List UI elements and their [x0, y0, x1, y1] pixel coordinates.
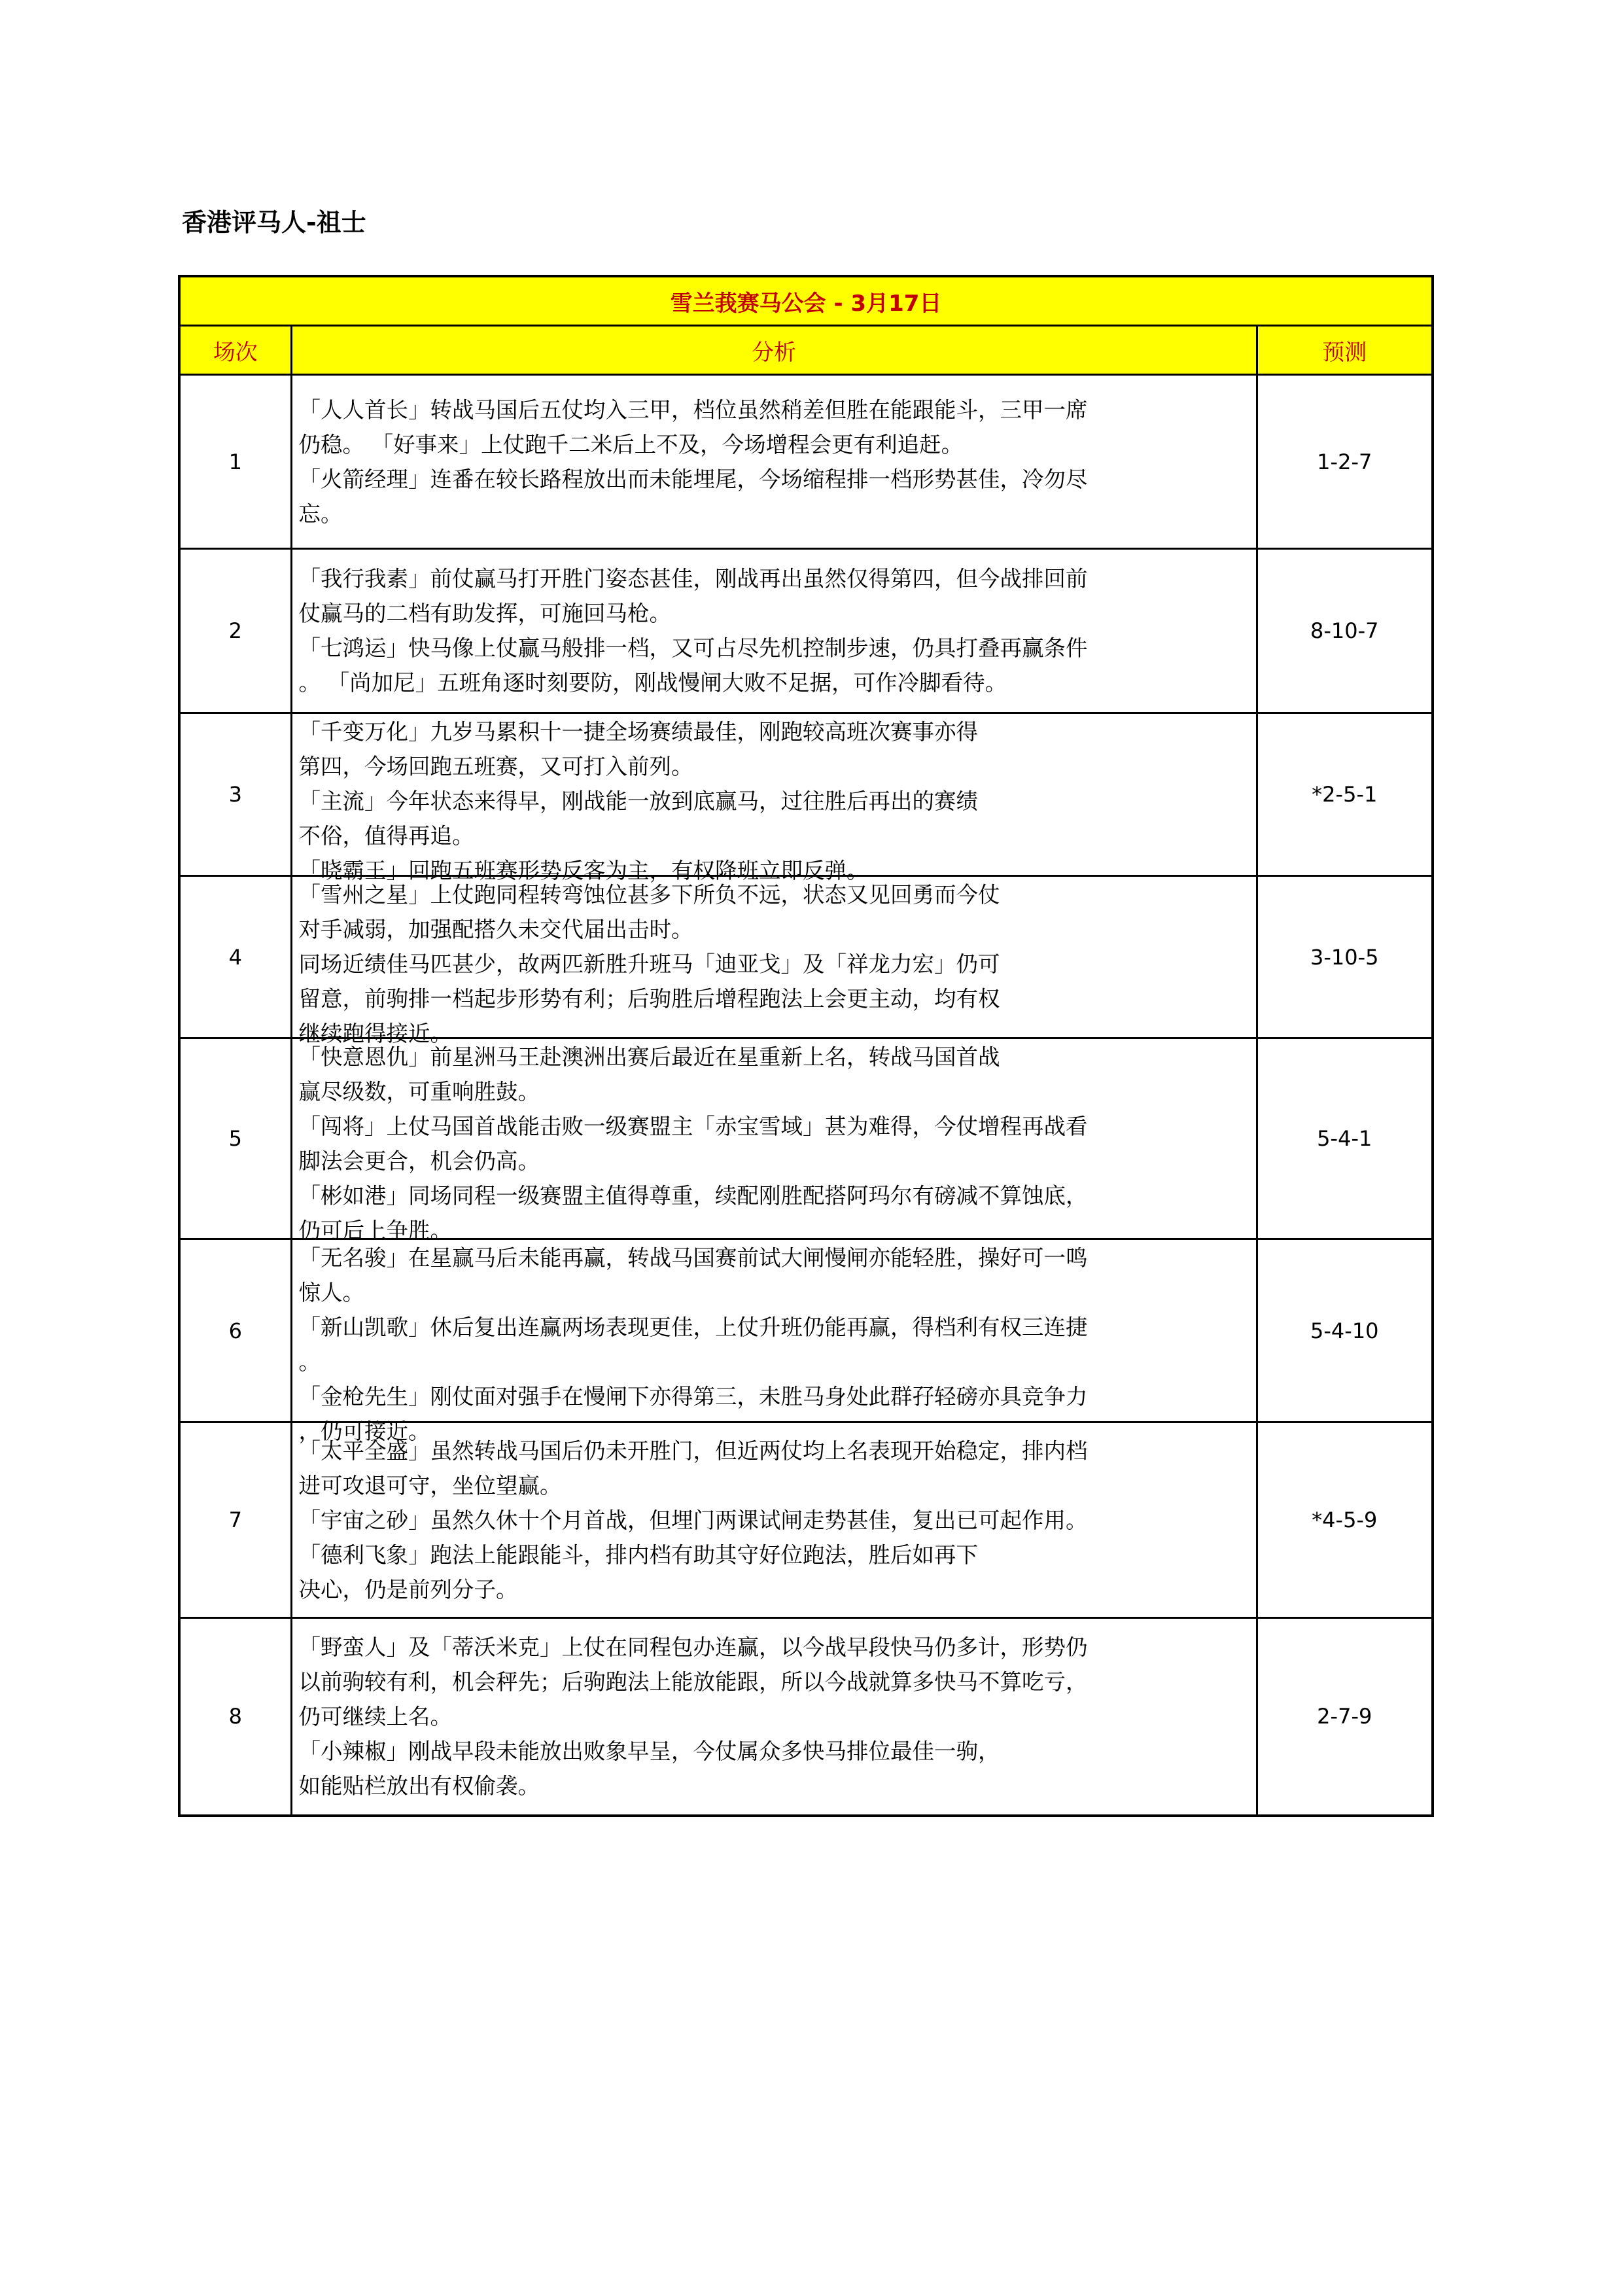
header-prediction: 预测 [1257, 326, 1433, 375]
table-row [179, 375, 1433, 549]
table-row [179, 1038, 1433, 1239]
table-row [179, 713, 1433, 876]
race-analysis-text: 「无名骏」在星赢马后未能再赢，转战马国赛前试大闸慢闸亦能轻胜，操好可一鸣 惊人。 「新山凯歌」休后复出连赢两场表现更佳，上仗升班仍能再赢，得档利有权三连捷 。 「金枪先生」刚仗面对强手在慢闸下亦得第三，未胜马身处此群孖轻磅亦具竞争力 ，仍可接近。 [298, 1245, 1088, 1444]
race-prediction: 3-10-5 [1257, 876, 1433, 1038]
race-analysis-text: 「人人首长」转战马国后五仗均入三甲，档位虽然稍差但胜在能跟能斗，三甲一席 仍稳。 「好事来」上仗跑千二米后上不及，今场增程会更有利追赶。 「火箭经理」连番在较长路程放出而未能埋尾，今场缩程排一档形势甚佳，冷勿尽 忘。 [298, 397, 1088, 527]
race-analysis-text: 「太平全盛」虽然转战马国后仍未开胜门，但近两仗均上名表现开始稳定，排内档 进可攻退可守，坐位望赢。 「宇宙之砂」虽然久休十个月首战，但埋门两课试闸走势甚佳，复出已可起作用。 「德利飞象」跑法上能跟能斗，排内档有助其守好位跑法，胜后如再下 决心，仍是前列分子。 [298, 1438, 1088, 1602]
race-analysis [291, 1038, 1257, 1243]
race-analysis [291, 876, 1257, 1046]
race-analysis-text: 「雪州之星」上仗跑同程转弯蚀位甚多下所负不远，状态又见回勇而今仗 对手减弱，加强配搭久未交代届出击时。 同场近绩佳马匹甚少，故两匹新胜升班马「迪亚戈」及「祥龙力宏」仍可 留意，前驹排一档起步形势有利；后驹胜后增程跑法上会更主动，均有权 继续跑得接近。 [298, 881, 1000, 1046]
page-title: 香港评马人-祖士 [182, 208, 366, 237]
race-number: 5 [179, 1038, 291, 1239]
race-analysis-text: 「快意恩仇」前星洲马王赴澳洲出赛后最近在星重新上名，转战马国首战 赢尽级数，可重响胜鼓。 「闯将」上仗马国首战能击败一级赛盟主「赤宝雪域」甚为难得，今仗增程再战看 脚法会更合，机会仍高。 「彬如港」同场同程一级赛盟主值得尊重，续配刚胜配搭阿玛尔有磅减不算蚀底， 仍可后上争胜。 [298, 1044, 1088, 1243]
race-analysis [291, 549, 1257, 713]
race-number: 7 [179, 1422, 291, 1618]
race-number: 2 [179, 549, 291, 713]
table-row [179, 1422, 1433, 1618]
race-analysis [291, 1239, 1257, 1444]
race-prediction: *2-5-1 [1257, 713, 1433, 876]
race-prediction: *4-5-9 [1257, 1422, 1433, 1618]
race-analysis-text: 「我行我素」前仗赢马打开胜门姿态甚佳，刚战再出虽然仅得第四，但今战排回前 仗赢马的二档有助发挥，可施回马枪。 「七鸿运」快马像上仗赢马般排一档，又可占尽先机控制步速，仍具打叠再赢条件 。 「尚加尼」五班角逐时刻要防，刚战慢闸大败不足据，可作冷脚看待。 [298, 566, 1088, 696]
table-row [179, 1239, 1433, 1422]
race-analysis [291, 375, 1257, 549]
race-prediction: 2-7-9 [1257, 1618, 1433, 1816]
table-banner: 雪兰莪赛马公会 - 3月17日 [179, 276, 1433, 326]
race-analysis [291, 1618, 1257, 1816]
race-prediction: 5-4-10 [1257, 1239, 1433, 1422]
race-prediction: 5-4-1 [1257, 1038, 1433, 1239]
race-number: 6 [179, 1239, 291, 1422]
race-analysis-text: 「千变万化」九岁马累积十一捷全场赛绩最佳，刚跑较高班次赛事亦得 第四，今场回跑五班赛，又可打入前列。 「主流」今年状态来得早，刚战能一放到底赢马，过往胜后再出的赛绩 不俗，值得再追。 「晓霸王」回跑五班赛形势反客为主，有权降班立即反弹。 [298, 718, 978, 883]
header-race: 场次 [179, 326, 291, 375]
header-analysis: 分析 [291, 326, 1257, 375]
table-row [179, 876, 1433, 1038]
race-analysis [291, 713, 1257, 883]
table-banner-row [179, 276, 1433, 326]
race-analysis-text: 「野蛮人」及「蒂沃米克」上仗在同程包办连赢，以今战早段快马仍多计，形势仍 以前驹较有利，机会秤先；后驹跑法上能放能跟，所以今战就算多快马不算吃亏， 仍可继续上名。 「小辣椒」刚战早段未能放出败象早呈，今仗属众多快马排位最佳一驹， 如能贴栏放出有权偷袭。 [298, 1634, 1088, 1799]
race-analysis [291, 1422, 1257, 1618]
race-number: 4 [179, 876, 291, 1038]
race-number: 8 [179, 1618, 291, 1816]
race-number: 3 [179, 713, 291, 876]
race-analysis-table [178, 275, 1434, 1817]
race-number: 1 [179, 375, 291, 549]
table-header-row [179, 326, 1433, 375]
table-row [179, 1618, 1433, 1816]
race-prediction: 1-2-7 [1257, 375, 1433, 549]
table-row [179, 549, 1433, 713]
race-prediction: 8-10-7 [1257, 549, 1433, 713]
